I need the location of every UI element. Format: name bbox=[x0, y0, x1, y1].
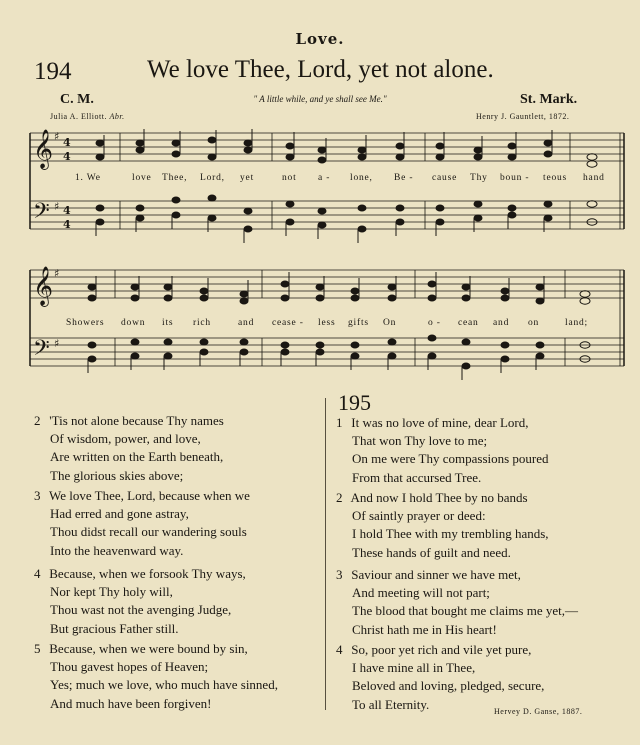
notes-system-1 bbox=[96, 129, 597, 243]
lyric-syllable: less bbox=[318, 318, 336, 328]
verse-line: Of saintly prayer or deed: bbox=[352, 508, 486, 524]
svg-text:4: 4 bbox=[63, 218, 71, 231]
composer-credit: Henry J. Gauntlett, 1872. bbox=[476, 112, 570, 121]
verse-number: 2 bbox=[336, 490, 343, 505]
svg-text:𝄞: 𝄞 bbox=[33, 266, 54, 306]
section-title: Love. bbox=[295, 30, 345, 48]
lyric-syllable: love bbox=[132, 173, 152, 183]
treble-clef-icon: 𝄞 bbox=[33, 129, 54, 169]
verse-line: Beloved and loving, pledged, secure, bbox=[352, 678, 545, 694]
verse-number: 4 bbox=[34, 566, 41, 581]
verse-line: On me were Thy compassions poured bbox=[352, 451, 549, 467]
lyric-syllable: Thy bbox=[470, 173, 488, 183]
verse-line: It was no love of mine, dear Lord, bbox=[351, 415, 529, 430]
verse-line: That won Thy love to me; bbox=[352, 433, 488, 449]
verse-line: Yes; much we love, who much have sinned, bbox=[50, 677, 278, 693]
verse-line: These hands of guilt and need. bbox=[352, 544, 511, 560]
verse-line: I have mine all in Thee, bbox=[352, 660, 476, 676]
lyric-syllable: cause bbox=[432, 173, 458, 183]
hymn195-verse-4 bbox=[336, 641, 544, 714]
lyric-syllable: lone, bbox=[350, 173, 373, 183]
verse-line: Into the heavenward way. bbox=[50, 542, 184, 558]
verse-number: 3 bbox=[336, 567, 343, 582]
verse-number: 2 bbox=[34, 413, 41, 428]
verse-line: And meeting will not part; bbox=[352, 585, 490, 601]
hymn-number-195: 195 bbox=[338, 390, 371, 415]
verse-line: 'Tis not alone because Thy names bbox=[49, 413, 224, 428]
lyric-syllable: gifts bbox=[348, 318, 369, 328]
tune-name: St. Mark. bbox=[520, 92, 578, 107]
lyric-syllable: teous bbox=[543, 173, 568, 183]
svg-text:♯: ♯ bbox=[54, 200, 60, 213]
lyric-syllable: o - bbox=[428, 318, 441, 328]
lyric-syllable: On bbox=[383, 318, 397, 328]
verse-line: But gracious Father still. bbox=[50, 620, 179, 636]
svg-text:4: 4 bbox=[63, 150, 71, 163]
lyric-syllable: and bbox=[493, 318, 510, 328]
hymn-number: 194 bbox=[34, 58, 72, 85]
verse-5 bbox=[34, 640, 278, 713]
verse-line: Nor kept Thy holy will, bbox=[50, 584, 173, 600]
verse-line: Thou wast not the avenging Judge, bbox=[50, 602, 232, 618]
verse-line: Thou didst recall our wandering souls bbox=[50, 524, 247, 540]
verse-3 bbox=[34, 487, 250, 560]
verse-line: Because, when we were bound by sin, bbox=[49, 641, 248, 656]
verse-line: Thou gavest hopes of Heaven; bbox=[50, 659, 209, 675]
author-note: Abr. bbox=[109, 112, 125, 121]
verse-line: And now I hold Thee by no bands bbox=[350, 490, 528, 505]
column-divider bbox=[325, 398, 326, 710]
verse-number: 4 bbox=[336, 642, 343, 657]
lyric-syllable: not bbox=[282, 173, 297, 183]
hymn195-author: Hervey D. Ganse, 1887. bbox=[494, 707, 583, 716]
lyric-syllable: 1. We bbox=[75, 173, 101, 183]
author-name: Julia A. Elliott. bbox=[50, 112, 107, 121]
lyric-syllable: and bbox=[238, 318, 255, 328]
bass-staff bbox=[30, 201, 624, 229]
lyric-syllable: its bbox=[162, 318, 174, 328]
lyric-syllable: Be - bbox=[394, 173, 414, 183]
lyric-syllable: Lord, bbox=[200, 173, 225, 183]
hymn195-verse-2 bbox=[336, 489, 549, 562]
svg-text:♯: ♯ bbox=[54, 267, 60, 280]
verse-line: Because, when we forsook Thy ways, bbox=[49, 566, 246, 581]
verse-line: Are written on the Earth beneath, bbox=[50, 449, 224, 465]
lyric-syllable: cean bbox=[458, 318, 479, 328]
verse-2 bbox=[34, 412, 224, 485]
hymn195-verse-3 bbox=[336, 566, 578, 639]
svg-text:𝄢: 𝄢 bbox=[33, 336, 50, 366]
verse-line: Saviour and sinner we have met, bbox=[351, 567, 521, 582]
lyric-syllable: Thee, bbox=[162, 173, 188, 183]
lyric-syllable: down bbox=[121, 318, 146, 328]
lyric-syllable: land; bbox=[565, 318, 588, 328]
lyric-syllable: Showers bbox=[66, 318, 105, 328]
verse-line: Of wisdom, power, and love, bbox=[50, 431, 201, 447]
lyric-syllable: boun - bbox=[500, 173, 530, 183]
verse-line: The blood that bought me claims me yet,— bbox=[352, 603, 579, 619]
verse-line: So, poor yet rich and vile yet pure, bbox=[351, 642, 532, 657]
lyric-syllable: hand bbox=[583, 173, 605, 183]
bass-clef-icon: 𝄢 bbox=[33, 199, 50, 229]
time-signature: 4 bbox=[63, 136, 71, 149]
svg-text:4: 4 bbox=[63, 204, 71, 217]
meter: C. M. bbox=[60, 92, 94, 107]
verse-4 bbox=[34, 565, 246, 638]
verse-line: Had erred and gone astray, bbox=[50, 506, 189, 522]
hymn-title: We love Thee, Lord, yet not alone. bbox=[147, 56, 494, 83]
verse-number: 5 bbox=[34, 641, 41, 656]
svg-text:♯: ♯ bbox=[54, 337, 60, 350]
treble-staff bbox=[30, 133, 624, 161]
lyric-syllable: rich bbox=[193, 318, 211, 328]
verse-line: And much have been forgiven! bbox=[50, 695, 212, 711]
verse-line: The glorious skies above; bbox=[50, 467, 184, 483]
lyric-syllable: yet bbox=[240, 173, 255, 183]
verse-number: 3 bbox=[34, 488, 41, 503]
verse-line: To all Eternity. bbox=[352, 696, 430, 712]
verse-number: 1 bbox=[336, 415, 343, 430]
verse-line: We love Thee, Lord, because when we bbox=[49, 488, 250, 503]
lyric-syllable: on bbox=[528, 318, 540, 328]
key-signature-icon: ♯ bbox=[54, 130, 60, 143]
lyric-syllable: cease - bbox=[272, 318, 304, 328]
lyrics-line-1 bbox=[75, 173, 605, 183]
verse-line: From that accursed Tree. bbox=[352, 469, 482, 485]
verse-line: Christ hath me in His heart! bbox=[352, 621, 497, 637]
hymn195-verse-1 bbox=[336, 414, 549, 487]
lyrics-line-2 bbox=[66, 317, 588, 328]
epigraph: " A little while, and ye shall see Me." bbox=[253, 94, 387, 104]
verse-line: I hold Thee with my trembling hands, bbox=[352, 526, 549, 542]
lyric-syllable: a - bbox=[318, 173, 331, 183]
